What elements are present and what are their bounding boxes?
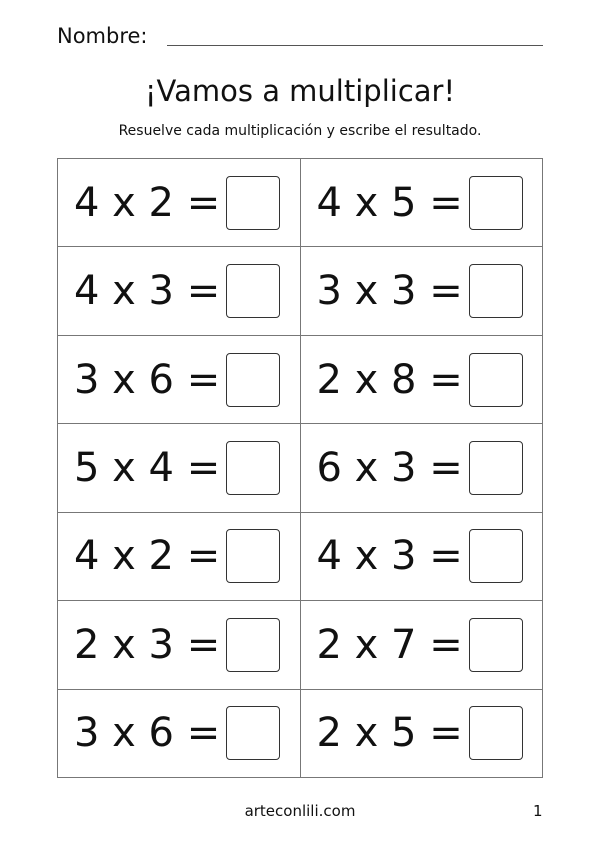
- problem-expression: 4 x 3 =: [74, 268, 221, 315]
- answer-box[interactable]: [469, 529, 523, 583]
- answer-box[interactable]: [469, 618, 523, 672]
- problem-grid: [57, 158, 543, 778]
- problem-cell: [301, 690, 544, 778]
- name-line[interactable]: [167, 45, 543, 46]
- name-label: Nombre:: [57, 24, 148, 48]
- answer-box[interactable]: [469, 176, 523, 230]
- problem-expression: 4 x 3 =: [316, 533, 463, 580]
- answer-box[interactable]: [469, 264, 523, 318]
- answer-box[interactable]: [226, 529, 280, 583]
- problem-expression: 3 x 6 =: [74, 356, 221, 403]
- problem-cell: [58, 601, 301, 689]
- answer-box[interactable]: [469, 441, 523, 495]
- answer-box[interactable]: [469, 706, 523, 760]
- problem-expression: 4 x 5 =: [316, 179, 463, 226]
- page-number: 1: [533, 802, 543, 820]
- answer-box[interactable]: [226, 706, 280, 760]
- problem-cell: [58, 159, 301, 247]
- problem-cell: [301, 247, 544, 335]
- problem-cell: [301, 336, 544, 424]
- problem-cell: [301, 601, 544, 689]
- answer-box[interactable]: [226, 353, 280, 407]
- problem-expression: 6 x 3 =: [316, 444, 463, 491]
- answer-box[interactable]: [469, 353, 523, 407]
- problem-cell: [58, 513, 301, 601]
- problem-expression: 2 x 7 =: [316, 621, 463, 668]
- worksheet-instructions: Resuelve cada multiplicación y escribe el resultado.: [118, 123, 482, 139]
- problem-expression: 4 x 2 =: [74, 533, 221, 580]
- problem-expression: 2 x 8 =: [316, 356, 463, 403]
- answer-box[interactable]: [226, 618, 280, 672]
- worksheet-title: ¡Vamos a multiplicar!: [144, 74, 456, 108]
- problem-expression: 2 x 5 =: [316, 710, 463, 757]
- footer-site: arteconlili.com: [244, 802, 356, 820]
- problem-cell: [58, 690, 301, 778]
- answer-box[interactable]: [226, 176, 280, 230]
- problem-cell: [58, 424, 301, 512]
- problem-cell: [301, 424, 544, 512]
- name-row: [57, 22, 543, 52]
- problem-expression: 4 x 2 =: [74, 179, 221, 226]
- problem-expression: 5 x 4 =: [74, 444, 221, 491]
- problem-cell: [58, 336, 301, 424]
- problem-expression: 3 x 6 =: [74, 710, 221, 757]
- problem-cell: [301, 513, 544, 601]
- problem-cell: [301, 159, 544, 247]
- answer-box[interactable]: [226, 264, 280, 318]
- problem-expression: 2 x 3 =: [74, 621, 221, 668]
- problem-cell: [58, 247, 301, 335]
- answer-box[interactable]: [226, 441, 280, 495]
- problem-expression: 3 x 3 =: [316, 268, 463, 315]
